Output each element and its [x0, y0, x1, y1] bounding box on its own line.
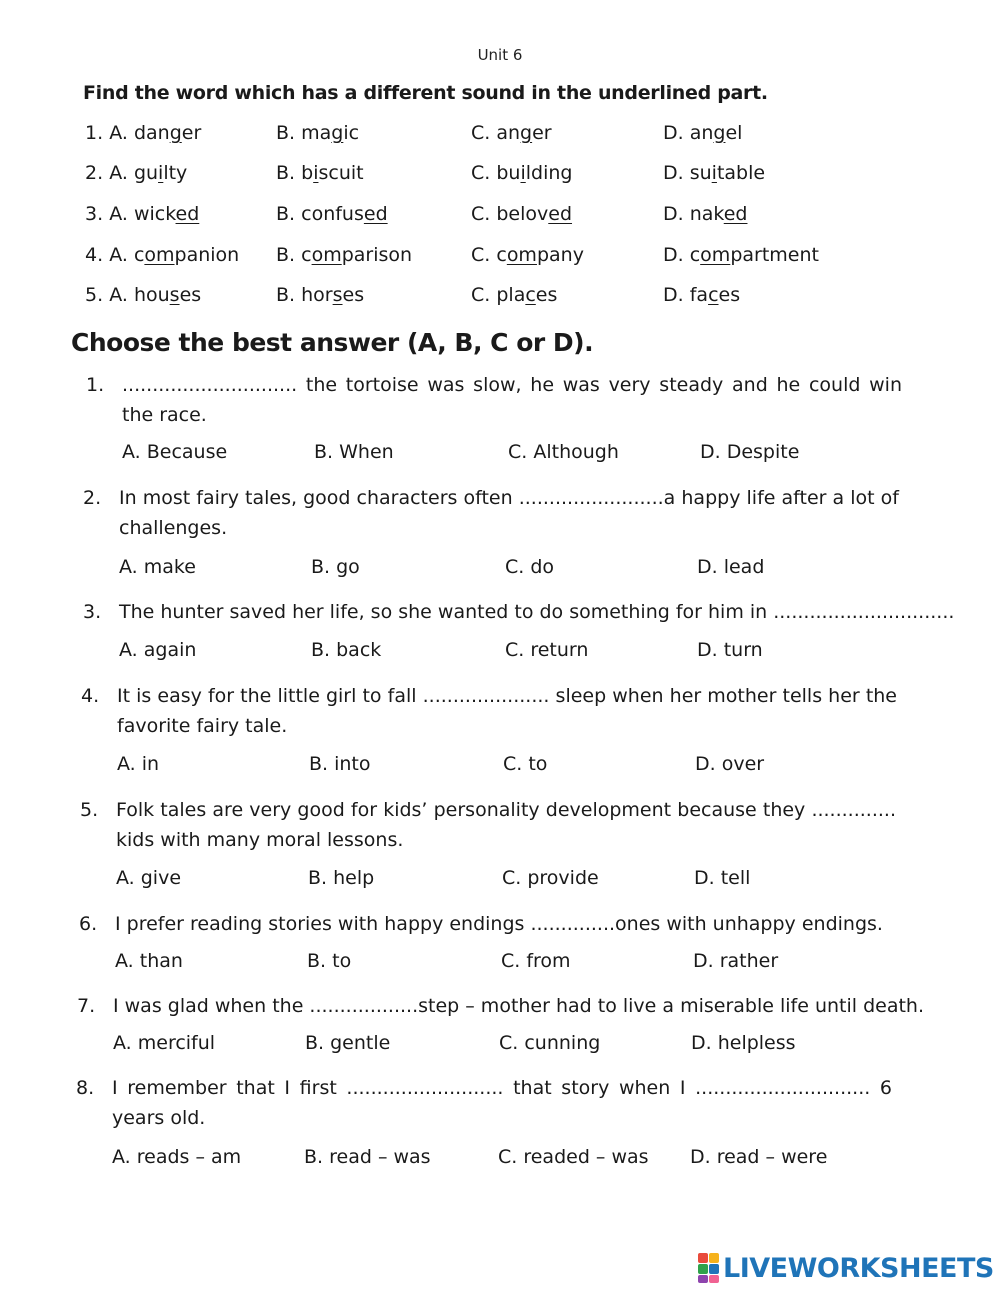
- word-part: es: [179, 284, 202, 306]
- option-word: [496, 122, 551, 144]
- answer-option: D. Despite: [700, 441, 800, 463]
- question-number: 6.: [79, 913, 98, 935]
- underlined-part: c: [525, 284, 536, 306]
- pronunciation-option: [471, 244, 584, 266]
- answer-option: A. give: [116, 867, 182, 889]
- option-word: [301, 203, 388, 225]
- question-text: ............................. the tortoise was slow, he was very steady and he could win the race.: [122, 374, 902, 426]
- word-part: b: [301, 162, 314, 184]
- word-part: confus: [301, 203, 364, 225]
- option-word: [690, 203, 748, 225]
- pronunciation-option: [663, 284, 740, 306]
- pronunciation-option: [85, 244, 239, 266]
- underlined-part: om: [506, 244, 537, 266]
- option-word: [690, 162, 765, 184]
- option-word: [301, 244, 412, 266]
- option-letter: D.: [663, 203, 684, 225]
- logo-block: [709, 1275, 719, 1283]
- answer-option: B. When: [314, 441, 394, 463]
- underlined-part: s: [169, 284, 180, 306]
- answer-option: A. than: [115, 950, 183, 972]
- logo-block: [698, 1275, 708, 1283]
- pronunciation-option: [663, 162, 765, 184]
- pronunciation-option: [471, 203, 572, 225]
- answer-option: B. go: [311, 556, 360, 578]
- underlined-part: ed: [363, 203, 388, 225]
- underlined-part: ed: [548, 203, 573, 225]
- word-part: lty: [163, 162, 188, 184]
- answer-option: B. help: [308, 867, 375, 889]
- option-word: [690, 122, 743, 144]
- answer-option: C. readed – was: [498, 1146, 649, 1168]
- question-text: The hunter saved her life, so she wanted to do something for him in ..............................: [119, 601, 955, 623]
- logo-mark-icon: [698, 1253, 719, 1283]
- underlined-part: c: [708, 284, 719, 306]
- question-text: In most fairy tales, good characters often ........................a happy life after a lot of challenges.: [119, 487, 899, 539]
- word-part: pany: [536, 244, 584, 266]
- word-part: ma: [301, 122, 332, 144]
- word-part: hou: [133, 284, 170, 306]
- pronunciation-option: [276, 203, 388, 225]
- answer-option: B. read – was: [304, 1146, 431, 1168]
- word-part: bu: [496, 162, 521, 184]
- underlined-part: i: [520, 162, 526, 184]
- underlined-part: i: [711, 162, 717, 184]
- word-part: c: [133, 244, 145, 266]
- option-word: [301, 122, 359, 144]
- option-word: [301, 162, 363, 184]
- question-text: It is easy for the little girl to fall ..................... sleep when her mother tells her the favorite fairy tale.: [117, 685, 897, 737]
- answer-option: A. Because: [122, 441, 228, 463]
- question-number: 5.: [85, 284, 104, 306]
- pronunciation-option: [276, 244, 412, 266]
- answer-option: B. into: [309, 753, 371, 775]
- underlined-part: g: [713, 122, 726, 144]
- pronunciation-option: [471, 122, 552, 144]
- logo-block: [698, 1264, 708, 1274]
- pronunciation-option: [663, 244, 819, 266]
- pronunciation-option: [276, 122, 359, 144]
- word-part: belov: [496, 203, 549, 225]
- pronunciation-option: [276, 162, 364, 184]
- answer-option: B. back: [311, 639, 382, 661]
- answer-option: C. Although: [508, 441, 619, 463]
- answer-option: A. reads – am: [112, 1146, 242, 1168]
- option-word: [301, 284, 364, 306]
- option-letter: C.: [471, 122, 491, 144]
- option-letter: C.: [471, 162, 491, 184]
- underlined-part: om: [311, 244, 342, 266]
- word-part: c: [689, 244, 701, 266]
- word-part: fa: [689, 284, 709, 306]
- logo-block: [698, 1253, 708, 1263]
- answer-option: C. from: [501, 950, 571, 972]
- question-number: 1.: [85, 122, 104, 144]
- pronunciation-option: [663, 122, 742, 144]
- question-number: 5.: [80, 799, 99, 821]
- pronunciation-option: [663, 203, 747, 225]
- word-part: gu: [133, 162, 159, 184]
- option-word: [496, 244, 584, 266]
- answer-option: C. cunning: [499, 1032, 601, 1054]
- option-letter: A.: [109, 244, 128, 266]
- pronunciation-option: [471, 284, 557, 306]
- option-letter: A.: [109, 203, 128, 225]
- option-word: [690, 244, 819, 266]
- unit-title: Unit 6: [477, 46, 523, 64]
- word-part: ic: [343, 122, 360, 144]
- answer-option: D. tell: [694, 867, 751, 889]
- option-letter: D.: [663, 284, 684, 306]
- underlined-part: i: [313, 162, 319, 184]
- brand-name: LIVEWORKSHEETS: [723, 1252, 994, 1284]
- liveworksheets-logo: [698, 1253, 994, 1283]
- section2-heading: Choose the best answer (A, B, C or D).: [71, 328, 594, 357]
- answer-option: A. in: [117, 753, 160, 775]
- pronunciation-option: [85, 284, 201, 306]
- pronunciation-option: [276, 284, 364, 306]
- pronunciation-option: [471, 162, 572, 184]
- option-word: [134, 162, 187, 184]
- option-word: [496, 284, 557, 306]
- underlined-part: om: [700, 244, 731, 266]
- word-part: scuit: [318, 162, 364, 184]
- answer-option: C. return: [505, 639, 589, 661]
- pronunciation-option: [85, 162, 187, 184]
- word-part: c: [301, 244, 312, 266]
- question-number: 4.: [85, 244, 104, 266]
- underlined-part: g: [520, 122, 533, 144]
- section1-heading: Find the word which has a different sound in the underlined part.: [83, 82, 768, 104]
- answer-option: B. to: [307, 950, 352, 972]
- word-part: es: [535, 284, 558, 306]
- logo-block: [709, 1264, 719, 1274]
- option-word: [134, 244, 239, 266]
- underlined-part: ed: [723, 203, 748, 225]
- word-part: hor: [301, 284, 333, 306]
- option-letter: A.: [109, 122, 128, 144]
- question-text: I was glad when the ..................step – mother had to live a miserable life until death.: [113, 995, 925, 1017]
- underlined-part: g: [169, 122, 182, 144]
- option-word: [496, 162, 572, 184]
- question-number: 3.: [85, 203, 104, 225]
- option-letter: B.: [276, 162, 296, 184]
- question-text: I prefer reading stories with happy endings ..............ones with unhappy endings.: [115, 913, 883, 935]
- option-letter: A.: [109, 162, 128, 184]
- option-word: [134, 284, 201, 306]
- option-letter: B.: [276, 284, 296, 306]
- answer-option: D. helpless: [691, 1032, 796, 1054]
- option-letter: D.: [663, 244, 684, 266]
- option-word: [690, 284, 740, 306]
- logo-block: [709, 1253, 719, 1263]
- question-number: 2.: [85, 162, 104, 184]
- option-word: [134, 122, 201, 144]
- option-letter: C.: [471, 244, 491, 266]
- word-part: partment: [730, 244, 819, 266]
- option-letter: D.: [663, 162, 684, 184]
- option-word: [496, 203, 572, 225]
- question-number: 8.: [76, 1077, 95, 1099]
- answer-option: D. turn: [697, 639, 763, 661]
- option-letter: B.: [276, 244, 296, 266]
- underlined-part: g: [331, 122, 344, 144]
- word-part: su: [689, 162, 712, 184]
- word-part: dan: [133, 122, 170, 144]
- word-part: es: [342, 284, 365, 306]
- answer-option: A. make: [119, 556, 196, 578]
- underlined-part: i: [158, 162, 164, 184]
- answer-option: D. lead: [697, 556, 765, 578]
- option-letter: D.: [663, 122, 684, 144]
- underlined-part: s: [332, 284, 343, 306]
- question-number: 1.: [86, 374, 105, 396]
- option-letter: C.: [471, 203, 491, 225]
- question-number: 4.: [81, 685, 100, 707]
- word-part: er: [532, 122, 552, 144]
- answer-option: C. to: [503, 753, 548, 775]
- question-text: Folk tales are very good for kids’ personality development because they .............. kids with many moral lessons.: [116, 799, 896, 851]
- option-letter: A.: [109, 284, 128, 306]
- question-number: 2.: [83, 487, 102, 509]
- word-part: an: [496, 122, 521, 144]
- pronunciation-option: [85, 122, 201, 144]
- question-number: 7.: [77, 995, 96, 1017]
- pronunciation-option: [85, 203, 199, 225]
- word-part: er: [181, 122, 202, 144]
- word-part: el: [725, 122, 743, 144]
- word-part: table: [716, 162, 766, 184]
- question-text: I remember that I first .......................... that story when I ............................. 6 years old.: [112, 1077, 892, 1129]
- answer-option: C. provide: [502, 867, 599, 889]
- underlined-part: ed: [175, 203, 200, 225]
- option-word: [134, 203, 199, 225]
- word-part: an: [689, 122, 714, 144]
- word-part: nak: [689, 203, 724, 225]
- answer-option: D. over: [695, 753, 765, 775]
- word-part: panion: [174, 244, 240, 266]
- answer-option: D. read – were: [690, 1146, 828, 1168]
- answer-option: A. again: [119, 639, 197, 661]
- word-part: pla: [496, 284, 526, 306]
- option-letter: B.: [276, 122, 296, 144]
- word-part: lding: [525, 162, 573, 184]
- word-part: parison: [341, 244, 413, 266]
- underlined-part: om: [144, 244, 175, 266]
- word-part: es: [718, 284, 741, 306]
- answer-option: A. merciful: [113, 1032, 216, 1054]
- answer-option: C. do: [505, 556, 555, 578]
- question-number: 3.: [83, 601, 102, 623]
- word-part: wick: [133, 203, 176, 225]
- word-part: c: [496, 244, 507, 266]
- answer-option: D. rather: [693, 950, 779, 972]
- option-letter: B.: [276, 203, 296, 225]
- answer-option: B. gentle: [305, 1032, 391, 1054]
- option-letter: C.: [471, 284, 491, 306]
